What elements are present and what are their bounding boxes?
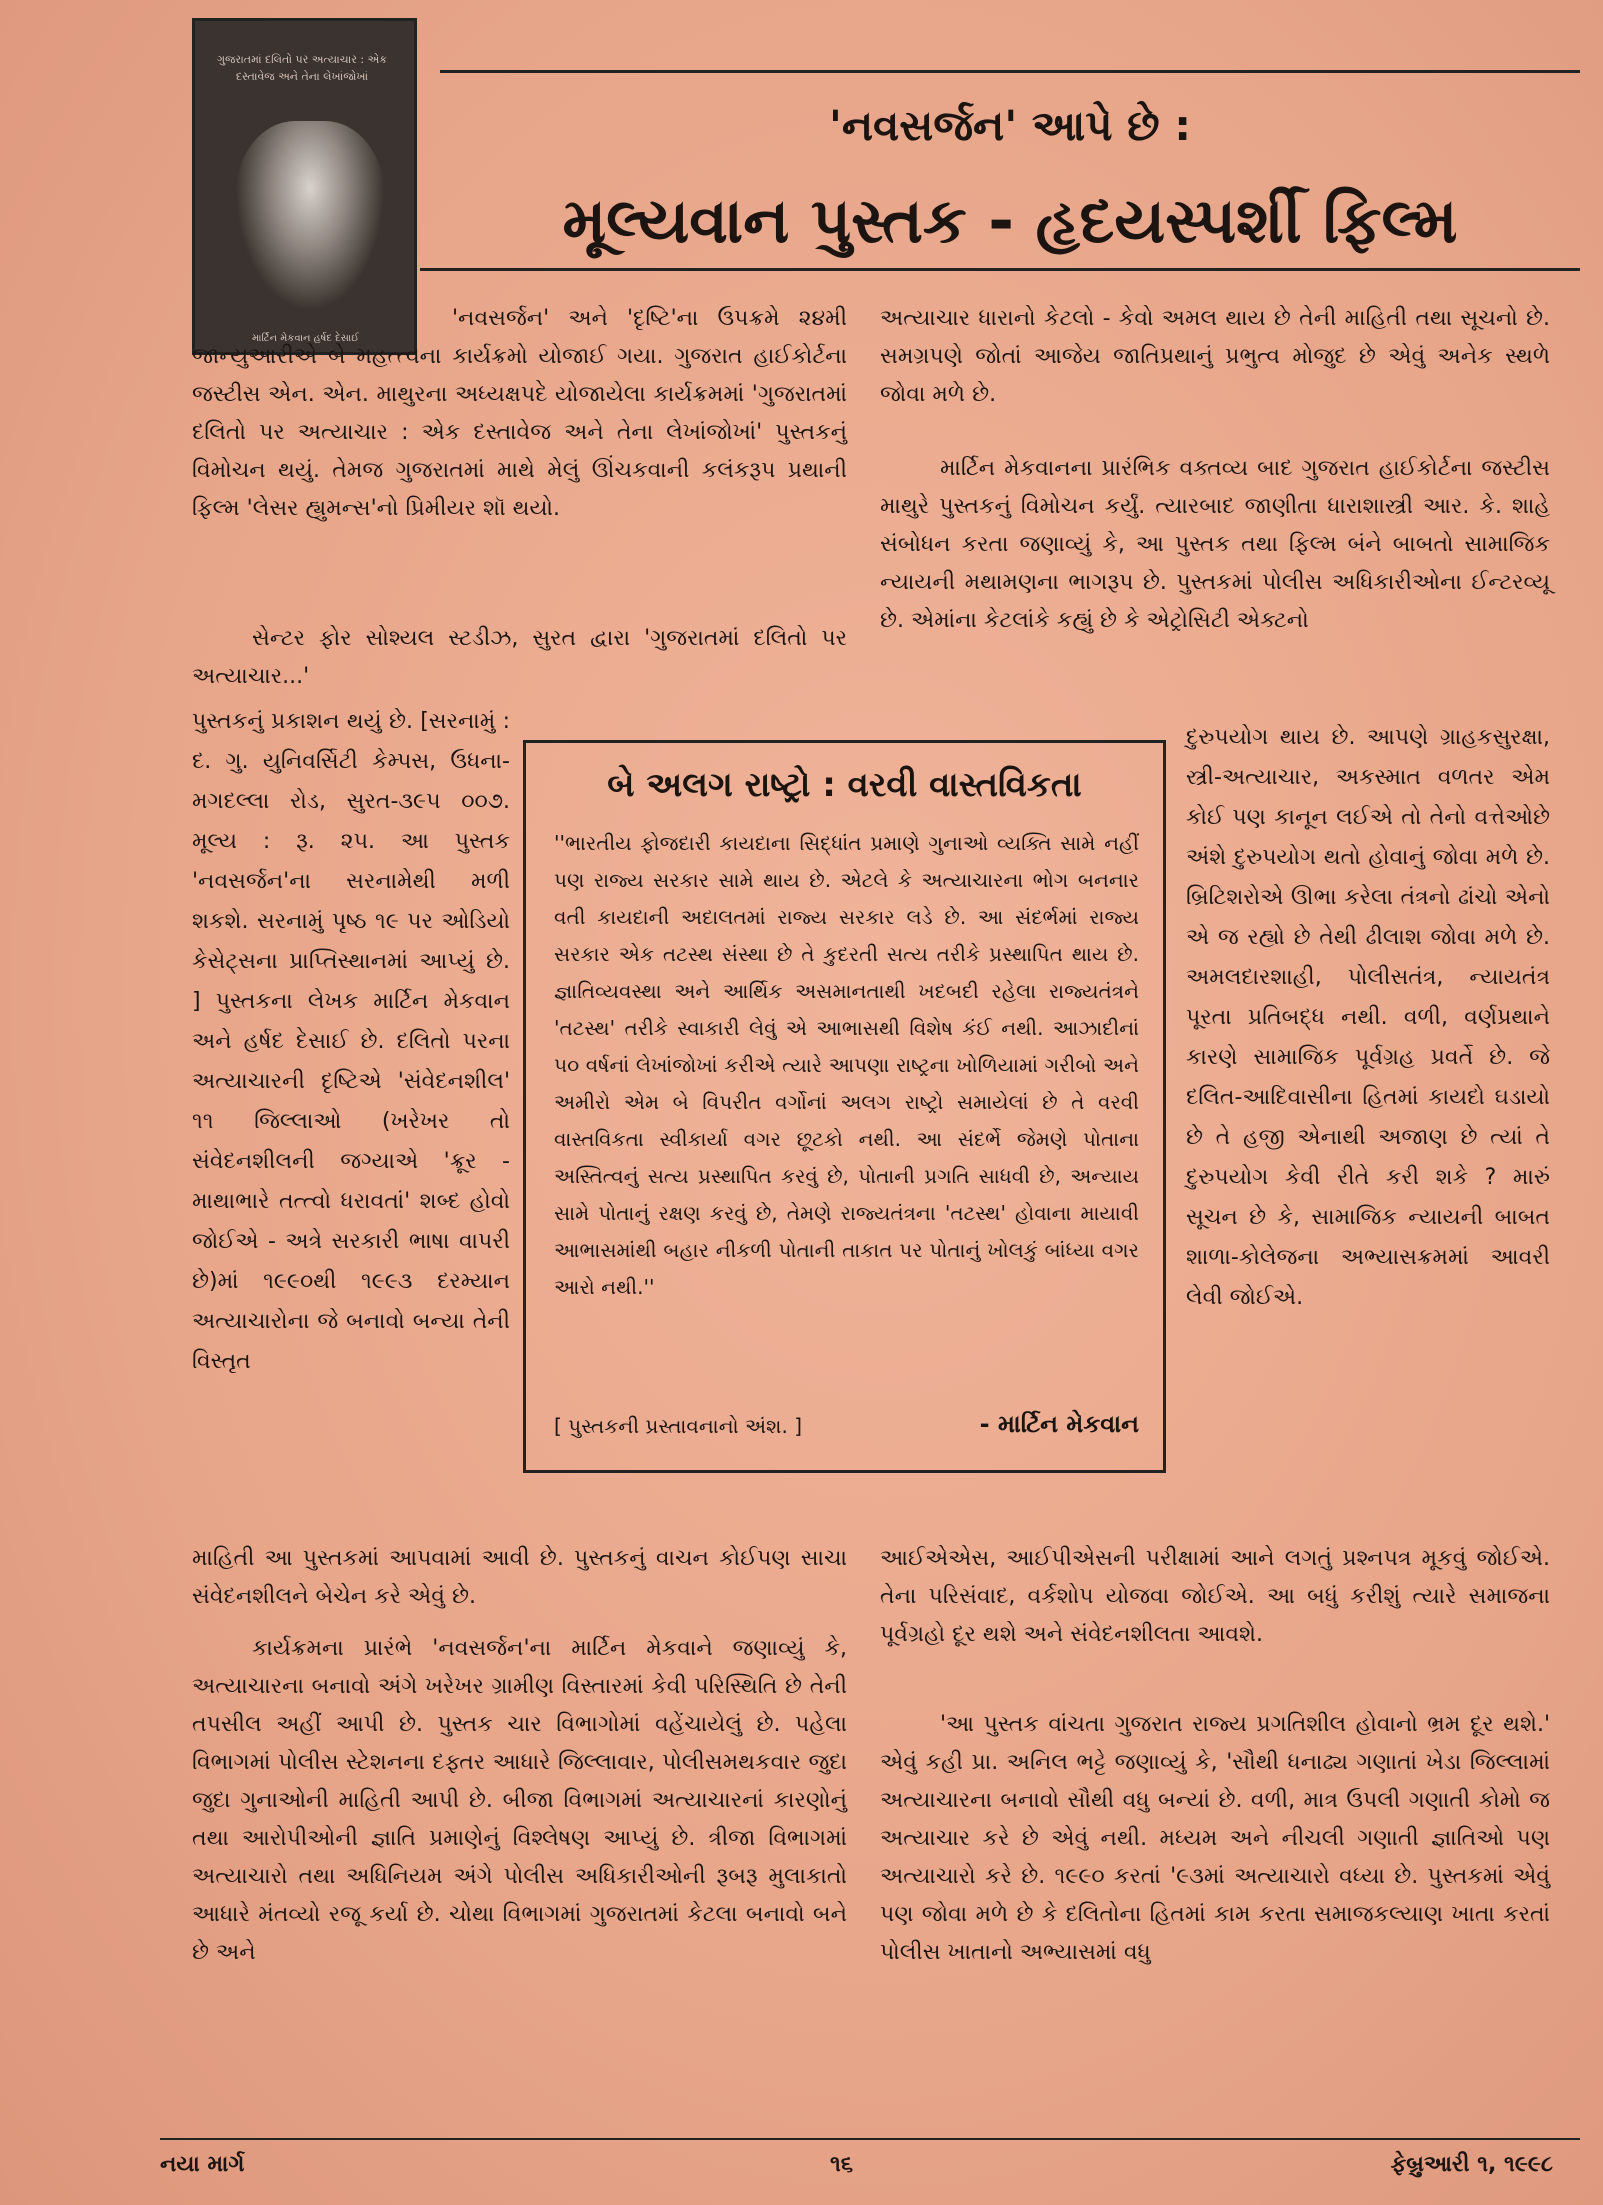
article-intro: 'નવસર્જન' અને 'દૃષ્ટિ'ના ઉપક્રમે ૨૪મી જાન્યુઆરીએ બે મહત્ત્વના કાર્યક્રમો યોજાઈ ગયા. ગુજરાત હાઈકોર્ટના જસ્ટીસ એન. એન. માથુરના અધ્યક્ષપદે યોજાયેલા કાર્યક્રમમાં 'ગુજરાતમાં દલિતો પર અત્યાચાર : એક દસ્તાવેજ અને તેના લેખાંજોખાં' પુસ્તકનું વિમોચન થયું. તેમજ ગુજરાતમાં માથે મેલું ઊંચકવાની કલંકરૂપ પ્રથાની ફિલ્મ 'લેસર હ્યુમન્સ'નો પ્રિમીયર શૉ થયો. [192,306,847,521]
article-right-narrow-column: દુરુપયોગ થાય છે. આપણે ગ્રાહકસુરક્ષા, સ્ત્રી-અત્યાચાર, અકસ્માત વળતર એમ કોઈ પણ કાનૂન લઈએ તો તેનો વત્તેઓછે અંશે દુરુપયોગ થતો હોવાનું જોવા મળે છે. બ્રિટિશરોએ ઊભા કરેલા તંત્રનો ઢાંચો એનો એ જ રહ્યો છે તેથી ઢીલાશ જોવા મળે છે. અમલદારશાહી, પોલીસતંત્ર, ન્યાયતંત્ર પૂરતા પ્રતિબદ્ધ નથી. વળી, વર્ણપ્રથાને કારણે સામાજિક પૂર્વગ્રહ પ્રવર્તે છે. જે દલિત-આદિવાસીના હિતમાં કાયદો ઘડાયો છે તે હજી એનાથી અજાણ છે ત્યાં તે દુરુપયોગ કેવી રીતે કરી શકે ? મારું સૂચન છે કે, સામાજિક ન્યાયની બાબત શાળા-કોલેજના અભ્યાસક્રમમાં આવરી લેવી જોઈએ. [1186,725,1550,1310]
sidebar-source: [ પુસ્તકની પ્રસ્તાવનાનો અંશ. ] [554,1414,802,1438]
page-headline: મૂલ્યવાન પુસ્તક - હૃદયસ્પર્શી ફિલ્મ [562,184,1458,257]
book-cover-caption: માર્ટિન મેકવાન હર્ષદ દેસાઈ [252,333,359,344]
article-right-top-1: અત્યાચાર ધારાનો કેટલો - કેવો અમલ થાય છે તેની માહિતી તથા સૂચનો છે. સમગ્રપણે જોતાં આજેય જાતિપ્રથાનું પ્રભુત્વ મોજુદ છે એવું અનેક સ્થળે જોવા મળે છે. [880,306,1550,407]
sidebar-author: - માર્ટિન મેકવાન [979,1410,1139,1438]
sidebar-box [523,740,1166,1473]
footer-page-number: ૧૬ [830,2152,854,2177]
article-right-bottom-2: 'આ પુસ્તક વાંચતા ગુજરાત રાજ્ય પ્રગતિશીલ હોવાનો ભ્રમ દૂર થશે.' એવું કહી પ્રા. અનિલ ભટ્ટે જણાવ્યું કે, 'સૌથી ધનાઢ્ય ગણાતાં ખેડા જિલ્લામાં અત્યાચારના બનાવો સૌથી વધુ બન્યાં છે. વળી, માત્ર ઉપલી ગણાતી કોમો જ અત્યાચાર કરે છે એવું નથી. મધ્યમ અને નીચલી ગણાતી જ્ઞાતિઓ પણ અત્યાચારો કરે છે. ૧૯૯૦ કરતાં '૯૩માં અત્યાચારો વધ્યા છે. પુસ્તકમાં એવું પણ જોવા મળે છે કે દલિતોના હિતમાં કામ કરતા સમાજકલ્યાણ ખાતા કરતાં પોલીસ ખાતાનો અભ્યાસમાં વધુ [880,1712,1550,1965]
header-top-rule [440,70,1580,73]
article-right-top-2: માર્ટિન મેકવાનના પ્રારંભિક વક્તવ્ય બાદ ગુજરાત હાઈકોર્ટના જસ્ટીસ માથુરે પુસ્તકનું વિમોચન કર્યું. ત્યારબાદ જાણીતા ધારાશાસ્ત્રી આર. કે. શાહે સંબોધન કરતા જણાવ્યું કે, આ પુસ્તક તથા ફિલ્મ બંને બાબતો સામાજિક ન્યાયની મથામણના ભાગરૂપ છે. પુસ્તકમાં પોલીસ અધિકારીઓના ઈન્ટરવ્યૂ છે. એમાંના કેટલાંકે કહ્યું છે કે એટ્રોસિટી એક્ટનો [880,456,1550,633]
footer-publication: નયા માર્ગ [160,2152,245,2177]
portrait-figure [235,121,385,311]
header-bottom-rule [420,268,1580,271]
article-paragraph-publisher: સેન્ટર ફોર સોશ્યલ સ્ટડીઝ, સુરત દ્વારા 'ગુજરાતમાં દલિતો પર અત્યાચાર...' [192,626,847,689]
sidebar-title: બે અલગ રાષ્ટ્રો : વરવી વાસ્તવિકતા [607,765,1082,805]
article-left-bottom-1: માહિતી આ પુસ્તકમાં આપવામાં આવી છે. પુસ્તકનું વાચન કોઈપણ સાચા સંવેદનશીલને બેચેન કરે એવું છે. [192,1546,847,1609]
footer-date: ફેબ્રુઆરી ૧, ૧૯૯૮ [1390,2152,1553,2177]
footer-rule [160,2138,1580,2140]
book-cover-text: ગુજરાતમાં દલિતો પર અત્યાચાર : એક દસ્તાવેજ અને તેના લેખાંજોખાં [216,53,388,83]
sidebar-body: ''ભારતીય ફોજદારી કાયદાના સિદ્ધાંત પ્રમાણે ગુનાઓ વ્યક્તિ સામે નહીં પણ રાજ્ય સરકાર સામે થાય છે. એટલે કે અત્યાચારના ભોગ બનનાર વતી કાયદાની અદાલતમાં રાજ્ય સરકાર લડે છે. આ સંદર્ભમાં રાજ્ય સરકાર એક તટસ્થ સંસ્થા છે તે કુદરતી સત્ય તરીકે પ્રસ્થાપિત થાય છે. જ્ઞાતિવ્યવસ્થા અને આર્થિક અસમાનતાથી ખદબદી રહેલા રાજ્યતંત્રને 'તટસ્થ' તરીકે સ્વાકારી લેવું એ આભાસથી વિશેષ કંઈ નથી. આઝાદીનાં ૫૦ વર્ષનાં લેખાંજોખાં કરીએ ત્યારે આપણા રાષ્ટ્રના ખોળિયામાં ગરીબો અને અમીરો એમ બે વિપરીત વર્ગોનાં અલગ રાષ્ટ્રો સમાયેલાં છે તે વરવી વાસ્તવિકતા સ્વીકાર્યા વગર છૂટકો નથી. આ સંદર્ભે જેમણે પોતાના અસ્તિત્વનું સત્ય પ્રસ્થાપિત કરવું છે, પોતાની પ્રગતિ સાધવી છે, અન્યાય સામે પોતાનું રક્ષણ કરવું છે, તેમણે રાજ્યતંત્રના 'તટસ્થ' હોવાના માયાવી આભાસમાંથી બહાર નીકળી પોતાની તાકાત પર પોતાનું ખોલકું બાંધ્યા વગર આરો નથી.'' [554,831,1139,1299]
article-left-bottom-2: કાર્યક્રમના પ્રારંભે 'નવસર્જન'ના માર્ટિન મેકવાને જણાવ્યું કે, અત્યાચારના બનાવો અંગે ખરેખર ગ્રામીણ વિસ્તારમાં કેવી પરિસ્થિતિ છે તેની તપસીલ અહીં આપી છે. પુસ્તક ચાર વિભાગોમાં વહેંચાયેલું છે. પહેલા વિભાગમાં પોલીસ સ્ટેશનના દફ્તર આધારે જિલ્લાવાર, પોલીસમથકવાર જુદા જુદા ગુનાઓની માહિતી આપી છે. બીજા વિભાગમાં અત્યાચારનાં કારણોનું તથા આરોપીઓની જ્ઞાતિ પ્રમાણેનું વિશ્લેષણ આપ્યું છે. ત્રીજા વિભાગમાં અત્યાચારો તથા અધિનિયમ અંગે પોલીસ અધિકારીઓની રૂબરૂ મુલાકાતો આધારે મંતવ્યો રજૂ કર્યા છે. ચોથા વિભાગમાં ગુજરાતમાં કેટલા બનાવો બને છે અને [192,1636,847,1965]
header-kicker: 'નવસર્જન' આપે છે : [828,101,1192,150]
article-right-bottom-1: આઈએએસ, આઈપીએસની પરીક્ષામાં આને લગતું પ્રશ્નપત્ર મૂકવું જોઈએ. તેના પરિસંવાદ, વર્કશોપ યોજવા જોઈએ. આ બધું કરીશું ત્યારે સમાજના પૂર્વગ્રહો દૂર થશે અને સંવેદનશીલતા આવશે. [880,1546,1550,1647]
article-left-narrow-column: પુસ્તકનું પ્રકાશન થયું છે. [સરનામું : દ. ગુ. યુનિવર્સિટી કેમ્પસ, ઉધના-મગદલ્લા રોડ, સુરત-૩૯૫ ૦૦૭. મૂલ્ય : રૂ. ૨૫. આ પુસ્તક 'નવસર્જન'ના સરનામેથી મળી શકશે. સરનામું પૃષ્ઠ ૧૯ પર ઓડિયો કેસેટ્સના પ્રાપ્તિસ્થાનમાં આપ્યું છે. ] પુસ્તકના લેખક માર્ટિન મેકવાન અને હર્ષદ દેસાઈ છે. દલિતો પરના અત્યાચારની દૃષ્ટિએ 'સંવેદનશીલ' ૧૧ જિલ્લાઓ (ખરેખર તો સંવેદનશીલની જગ્યાએ 'ક્રૂર - માથાભારે તત્ત્વો ધરાવતાં' શબ્દ હોવો જોઈએ - અત્રે સરકારી ભાષા વાપરી છે)માં ૧૯૯૦થી ૧૯૯૩ દરમ્યાન અત્યાચારોના જે બનાવો બન્યા તેની વિસ્તૃત [192,709,510,1374]
